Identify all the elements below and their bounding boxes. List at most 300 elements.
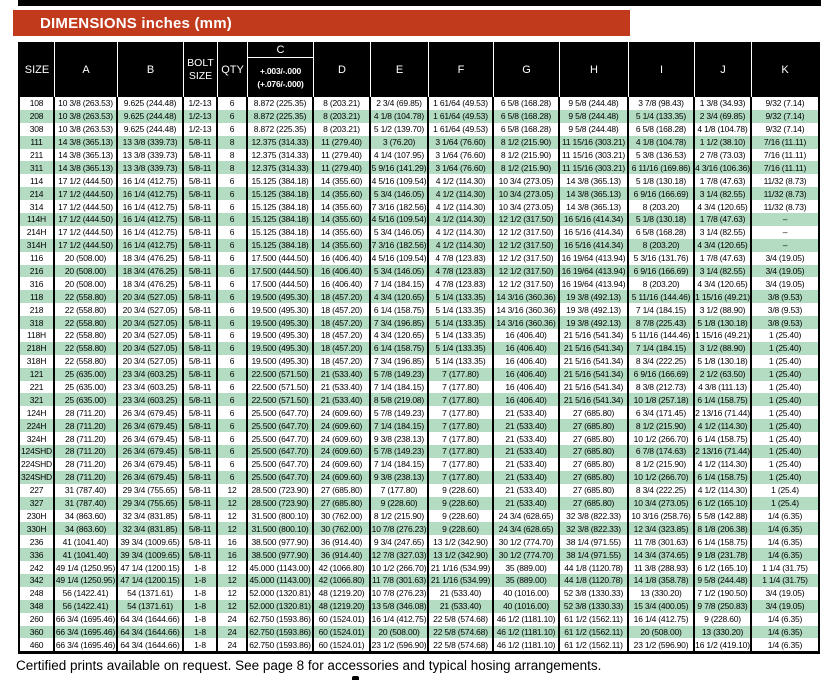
table-cell: 62.750 (1593.86) [248,638,314,651]
table-cell: 6 [218,393,248,406]
table-cell: 1 (25.40) [768,394,802,405]
table-cell: 16 19/64 (413.94) [560,277,629,290]
table-cell: 3 1/64 (76.60) [429,136,494,149]
table-cell: 28 (711.20) [55,458,118,471]
table-cell: 10 7/8 (276.23) [371,522,429,535]
table-cell: 6 [218,432,248,445]
table-cell: 5/8-11 [184,200,218,213]
table-cell: 8 1/2 (215.90) [494,149,560,162]
table-cell: 10 3/4 (273.05) [494,200,560,213]
table-cell: 5/8-11 [184,393,218,406]
table-cell: 30 (762.00) [314,522,371,535]
table-cell: 1 61/64 (49.53) [429,110,494,123]
table-cell: 4 7/8 (123.83) [429,265,494,278]
table-row [20,587,818,600]
table-cell: 24 (609.60) [314,458,371,471]
table-cell: 14 3/16 (360.36) [494,303,560,316]
table-cell: 32 3/4 (831.85) [118,522,184,535]
table-cell: 330H [20,522,55,535]
table-cell: 12 [218,600,248,613]
table-cell: 7 3/16 (182.56) [371,200,429,213]
table-cell: 7 (177.80) [371,484,429,497]
footer-note: Certified prints available on request. See page 8 for accessories and typical hosing arrangements. [16,658,602,673]
table-cell: – [782,227,788,238]
table-cell: 16 19/64 (413.94) [560,265,629,278]
table-cell: 10 3/4 (273.05) [494,174,560,187]
table-cell: 19.500 (495.30) [248,290,314,303]
table-cell: 8 1/2 (215.90) [494,161,560,174]
table-cell: 336 [20,548,55,561]
table-cell: 7/16 (11.11) [763,137,807,148]
table-cell: 5/8-11 [184,303,218,316]
table-cell: 214H [20,226,55,239]
table-cell: 1 (25.40) [768,407,802,418]
table-cell: 22 (558.80) [55,342,118,355]
table-row [20,355,818,368]
table-cell: 30 1/2 (774.70) [494,535,560,548]
table-row [20,290,818,303]
table-cell: 17 1/2 (444.50) [55,174,118,187]
table-cell: 1-8 [184,600,218,613]
table-cell: 7/16 (11.11) [763,162,807,173]
table-cell: 6 [218,355,248,368]
table-cell: 5 1/8 (130.18) [695,316,752,329]
table-cell: 15.125 (384.18) [248,239,314,252]
table-cell: 12 1/2 (317.50) [494,277,560,290]
table-cell: 314 [20,200,55,213]
table-cell: 5/8-11 [184,381,218,394]
table-cell: 460 [20,638,55,651]
table-cell: 4 3/4 (120.65) [695,200,752,213]
table-cell: 6 [218,213,248,226]
c-tolerance-line2: (+.076/-.000) [257,78,304,89]
table-cell: 15.125 (384.18) [248,226,314,239]
table-cell: 10 1/8 (257.18) [629,393,695,406]
table-cell: 25.500 (647.70) [248,432,314,445]
dimensions-banner [13,10,630,36]
table-cell: 9.625 (244.48) [118,110,184,123]
table-cell: 1 (25.40) [768,356,802,367]
table-cell: 5 1/8 (130.18) [629,174,695,187]
table-cell: 16 (406.40) [494,329,560,342]
table-cell: 5 3/4 (146.05) [371,265,429,278]
table-row [20,522,818,535]
table-cell: 23 1/2 (596.90) [371,638,429,651]
table-cell: 20 (508.00) [55,265,118,278]
table-cell: 1/4 (6.35) [767,549,803,560]
table-cell: 34 (863.60) [55,510,118,523]
table-cell: 8 (203.21) [314,110,371,123]
table-cell: 118 [20,290,55,303]
table-cell: 108 [20,97,55,110]
table-cell: 49 1/4 (1250.95) [55,561,118,574]
table-cell: 4 1/2 (114.30) [695,419,752,432]
table-cell: 1/2-13 [184,97,218,110]
table-cell: 23 3/4 (603.25) [118,393,184,406]
table-cell: 6 [218,406,248,419]
table-cell: 19 3/8 (492.13) [560,290,629,303]
table-cell: 18 3/4 (476.25) [118,252,184,265]
table-row [20,510,818,523]
table-cell: 26 3/4 (679.45) [118,406,184,419]
table-cell: 61 1/2 (1562.11) [560,638,629,651]
table-cell: 5/8-11 [184,187,218,200]
table-cell: 27 (685.80) [560,432,629,445]
table-cell: 13 (330.20) [695,626,752,639]
table-cell: 7 (177.80) [429,419,494,432]
table-cell: 8 1/8 (206.38) [695,522,752,535]
table-cell: 9/32 (7.14) [765,98,805,109]
table-cell: 13 1/2 (342.90) [429,535,494,548]
table-cell: 6 [218,226,248,239]
table-cell: 52.000 (1320.81) [248,600,314,613]
table-cell: 1 61/64 (49.53) [429,123,494,136]
table-cell: 39 3/4 (1009.65) [118,548,184,561]
table-cell: 28 (711.20) [55,419,118,432]
table-cell: 12 3/4 (323.85) [629,522,695,535]
table-cell: 13 3/8 (339.73) [118,149,184,162]
table-cell: 16 (406.40) [494,355,560,368]
table-cell: 12 1/2 (317.50) [494,265,560,278]
table-cell: 6 1/4 (158.75) [695,393,752,406]
table-cell: 24 [218,613,248,626]
table-cell: 327 [20,497,55,510]
table-cell: 8 [218,149,248,162]
table-cell: 8 1/2 (215.90) [629,458,695,471]
table-cell: 11 15/16 (303.21) [560,149,629,162]
table-cell: 6 1/4 (158.75) [695,432,752,445]
table-cell: 6 [218,419,248,432]
table-cell: 5/8-11 [184,252,218,265]
table-cell: 40 (1016.00) [494,600,560,613]
table-cell: 8 1/2 (215.90) [629,419,695,432]
table-cell: 4 1/2 (114.30) [695,484,752,497]
table-row [20,561,818,574]
table-cell: 35 (889.00) [494,561,560,574]
table-cell: 24 (609.60) [314,445,371,458]
table-cell: 5 1/2 (139.70) [371,123,429,136]
table-cell: 45.000 (1143.00) [248,561,314,574]
table-cell: 9 (228.60) [429,497,494,510]
table-cell: 8 1/2 (215.90) [371,510,429,523]
table-cell: 46 1/2 (1181.10) [494,638,560,651]
table-cell: 8.872 (225.35) [248,97,314,110]
table-cell: 5/8-11 [184,432,218,445]
table-cell: 342 [20,574,55,587]
table-cell: 5 1/4 (133.35) [429,355,494,368]
table-cell: 324H [20,432,55,445]
table-cell: 38 1/4 (971.55) [560,535,629,548]
table-cell: 25.500 (647.70) [248,471,314,484]
table-cell: 8.872 (225.35) [248,110,314,123]
table-cell: 12 [218,484,248,497]
table-cell: 5/8-11 [184,458,218,471]
table-cell: 27 (685.80) [560,458,629,471]
table-cell: 17 1/2 (444.50) [55,200,118,213]
table-cell: 114H [20,213,55,226]
table-cell: 21 (533.40) [494,445,560,458]
table-cell: 7 (177.80) [429,368,494,381]
table-row [20,600,818,613]
table-cell: 1-8 [184,638,218,651]
table-cell: 5 1/8 (130.18) [695,355,752,368]
table-cell: 8 1/2 (215.90) [494,136,560,149]
table-cell: 21 1/16 (534.99) [429,574,494,587]
table-cell: 28 (711.20) [55,406,118,419]
table-cell: 7 3/4 (196.85) [371,316,429,329]
table-cell: 20 3/4 (527.05) [118,329,184,342]
table-cell: 22.500 (571.50) [248,368,314,381]
table-cell: 25.500 (647.70) [248,406,314,419]
table-cell: 6 5/8 (168.28) [629,226,695,239]
table-cell: 52 3/8 (1330.33) [560,600,629,613]
table-cell: 5 1/8 (130.18) [629,213,695,226]
table-cell: 10 1/2 (266.70) [629,432,695,445]
table-cell: 3/4 (19.05) [765,588,805,599]
table-cell: 9 7/8 (250.83) [695,600,752,613]
table-cell: 54 (1371.61) [118,587,184,600]
table-cell: 16 1/4 (412.75) [118,239,184,252]
table-cell: 6 [218,303,248,316]
table-cell: 114 [20,174,55,187]
table-cell: 9 (228.60) [429,522,494,535]
table-cell: 34 (863.60) [55,522,118,535]
table-cell: 36 (914.40) [314,548,371,561]
table-cell: 6 [218,110,248,123]
table-cell: 23 3/4 (603.25) [118,368,184,381]
table-cell: 56 (1422.41) [55,587,118,600]
table-cell: 18 (457.20) [314,316,371,329]
table-cell: 6 5/8 (168.28) [494,110,560,123]
col-header-f: F [429,42,494,97]
table-cell: 16 (406.40) [314,252,371,265]
table-cell: 44 1/8 (1120.78) [560,574,629,587]
table-cell: 47 1/4 (1200.15) [118,561,184,574]
table-cell: 6 [218,252,248,265]
table-cell: 56 (1422.41) [55,600,118,613]
table-cell: 64 3/4 (1644.66) [118,626,184,639]
table-cell: 35 (889.00) [494,574,560,587]
table-cell: 16 (406.40) [494,368,560,381]
table-cell: 6 [218,123,248,136]
table-cell: 24 3/4 (628.65) [494,510,560,523]
table-cell: 20 3/4 (527.05) [118,355,184,368]
table-row [20,136,818,149]
table-cell: 21 (533.40) [494,458,560,471]
table-cell: 5 3/8 (136.53) [629,149,695,162]
table-cell: 14 (355.60) [314,226,371,239]
table-cell: 8 [218,136,248,149]
table-cell: 111 [20,136,55,149]
table-cell: 16 1/2 (419.10) [695,638,752,651]
table-cell: 1 7/8 (47.63) [695,213,752,226]
table-cell: 6 [218,445,248,458]
table-cell: 6 [218,239,248,252]
table-cell: 4 3/16 (106.36) [695,161,752,174]
table-cell: 7 1/4 (184.15) [371,419,429,432]
table-cell: 42 (1066.80) [314,574,371,587]
table-cell: 16 1/4 (412.75) [118,200,184,213]
table-cell: 6 [218,265,248,278]
table-cell: 22.500 (571.50) [248,393,314,406]
table-cell: 39 3/4 (1009.65) [118,535,184,548]
table-cell: 32 3/8 (822.33) [560,522,629,535]
col-header-j: J [695,42,752,97]
table-cell: 5 3/4 (146.05) [371,187,429,200]
table-row [20,213,818,226]
table-cell: 23 3/4 (603.25) [118,381,184,394]
table-cell: 62.750 (1593.86) [248,626,314,639]
table-cell: 8 7/8 (225.43) [629,316,695,329]
table-cell: 4 5/16 (109.54) [371,174,429,187]
table-cell: 22 (558.80) [55,316,118,329]
table-cell: 11/32 (8.73) [763,188,807,199]
table-cell: 31.500 (800.10) [248,510,314,523]
table-cell: 10 3/4 (273.05) [494,187,560,200]
table-cell: 49 1/4 (1250.95) [55,574,118,587]
table-cell: 16 (406.40) [494,342,560,355]
table-cell: 25 (635.00) [55,381,118,394]
table-cell: 2 3/4 (69.85) [695,110,752,123]
table-cell: 2 13/16 (71.44) [695,406,752,419]
table-cell: 22 5/8 (574.68) [429,638,494,651]
table-cell: 5/8-11 [184,535,218,548]
table-cell: 17 1/2 (444.50) [55,226,118,239]
table-cell: 15.125 (384.18) [248,213,314,226]
banner-title: DIMENSIONS inches (mm) [40,14,232,32]
table-cell: 6 [218,174,248,187]
table-cell: 2 13/16 (71.44) [695,445,752,458]
table-cell: 6 1/4 (158.75) [371,303,429,316]
table-cell: 8 5/8 (219.08) [371,393,429,406]
table-cell: 1-8 [184,574,218,587]
table-cell: 21 (533.40) [494,471,560,484]
table-cell: 17 1/2 (444.50) [55,213,118,226]
table-row [20,316,818,329]
table-cell: 10 3/8 (263.53) [55,110,118,123]
table-cell: 27 (685.80) [314,497,371,510]
table-cell: 9 3/8 (238.13) [371,432,429,445]
table-cell: 5/8-11 [184,497,218,510]
table-cell: 23 1/2 (596.90) [629,638,695,651]
table-cell: 14 (355.60) [314,200,371,213]
table-cell: 19.500 (495.30) [248,316,314,329]
table-cell: 4 3/4 (120.65) [695,239,752,252]
col-header-h: H [560,42,629,97]
table-cell: 20 3/4 (527.05) [118,290,184,303]
table-cell: 32 3/8 (822.33) [560,510,629,523]
table-cell: 3/4 (19.05) [765,278,805,289]
table-cell: 16 (406.40) [314,277,371,290]
table-cell: 6 1/2 (165.10) [695,497,752,510]
table-cell: 14 (355.60) [314,174,371,187]
table-cell: 14 3/8 (365.13) [55,149,118,162]
table-cell: 8.872 (225.35) [248,123,314,136]
table-cell: 16 1/4 (412.75) [118,187,184,200]
table-row [20,187,818,200]
table-cell: 38 1/4 (971.55) [560,548,629,561]
table-cell: 20 (508.00) [55,252,118,265]
table-cell: 4 1/2 (114.30) [695,458,752,471]
table-cell: 5 5/8 (142.88) [695,510,752,523]
table-cell: 1 15/16 (49.21) [695,329,752,342]
table-row [20,497,818,510]
table-cell: 9/32 (7.14) [765,111,805,122]
table-cell: 11 7/8 (301.63) [371,574,429,587]
table-cell: 11 15/16 (303.21) [560,161,629,174]
table-cell: 9/32 (7.14) [765,124,805,135]
table-cell: 14 1/8 (358.78) [629,574,695,587]
table-cell: 8 (203.21) [314,97,371,110]
table-cell: 22.500 (571.50) [248,381,314,394]
table-row [20,174,818,187]
table-cell: 1 (25.40) [768,446,802,457]
table-cell: 26 3/4 (679.45) [118,445,184,458]
table-cell: 13 3/8 (339.73) [118,161,184,174]
table-cell: 38.500 (977.90) [248,535,314,548]
table-cell: 8 [218,161,248,174]
table-cell: 1/4 (6.35) [767,639,803,650]
table-cell: 6 11/16 (169.86) [629,161,695,174]
table-cell: 14 3/8 (365.13) [55,136,118,149]
table-cell: 1 (25.40) [768,330,802,341]
table-row [20,265,818,278]
table-cell: 5/8-11 [184,226,218,239]
table-cell: 19.500 (495.30) [248,303,314,316]
table-cell: 27 (685.80) [560,471,629,484]
table-cell: 1/4 (6.35) [767,626,803,637]
table-cell: 6 [218,316,248,329]
table-body [20,97,818,651]
table-cell: 46 1/2 (1181.10) [494,626,560,639]
table-cell: 19.500 (495.30) [248,329,314,342]
table-cell: 1 1/2 (38.10) [695,136,752,149]
table-cell: 1 (25.40) [768,420,802,431]
col-header-k: K [781,63,789,76]
table-cell: 260 [20,613,55,626]
table-cell: 360 [20,626,55,639]
table-row [20,342,818,355]
table-cell: 318 [20,316,55,329]
table-cell: 20 (508.00) [629,626,695,639]
table-cell: 4 5/16 (109.54) [371,213,429,226]
table-cell: 124H [20,406,55,419]
table-cell: 6 [218,97,248,110]
table-cell: 30 (762.00) [314,510,371,523]
table-cell: 4 1/8 (104.78) [629,136,695,149]
table-cell: 5/8-11 [184,368,218,381]
table-cell: 4 1/2 (114.30) [429,187,494,200]
table-cell: 7 (177.80) [429,445,494,458]
table-row [20,574,818,587]
table-cell: 7 (177.80) [429,406,494,419]
table-cell: 12.375 (314.33) [248,161,314,174]
table-cell: 4 1/2 (114.30) [429,174,494,187]
table-cell: 7 3/4 (196.85) [371,355,429,368]
table-cell: 27 (685.80) [560,419,629,432]
table-cell: 31 (787.40) [55,497,118,510]
table-row [20,445,818,458]
table-cell: 9.625 (244.48) [118,97,184,110]
table-cell: 16 [218,535,248,548]
table-cell: 21 5/16 (541.34) [560,393,629,406]
table-cell: 24 (609.60) [314,419,371,432]
table-cell: 221 [20,381,55,394]
table-cell: 3/4 (19.05) [765,253,805,264]
table-cell: 27 (685.80) [560,406,629,419]
table-cell: 14 (355.60) [314,187,371,200]
table-row [20,458,818,471]
